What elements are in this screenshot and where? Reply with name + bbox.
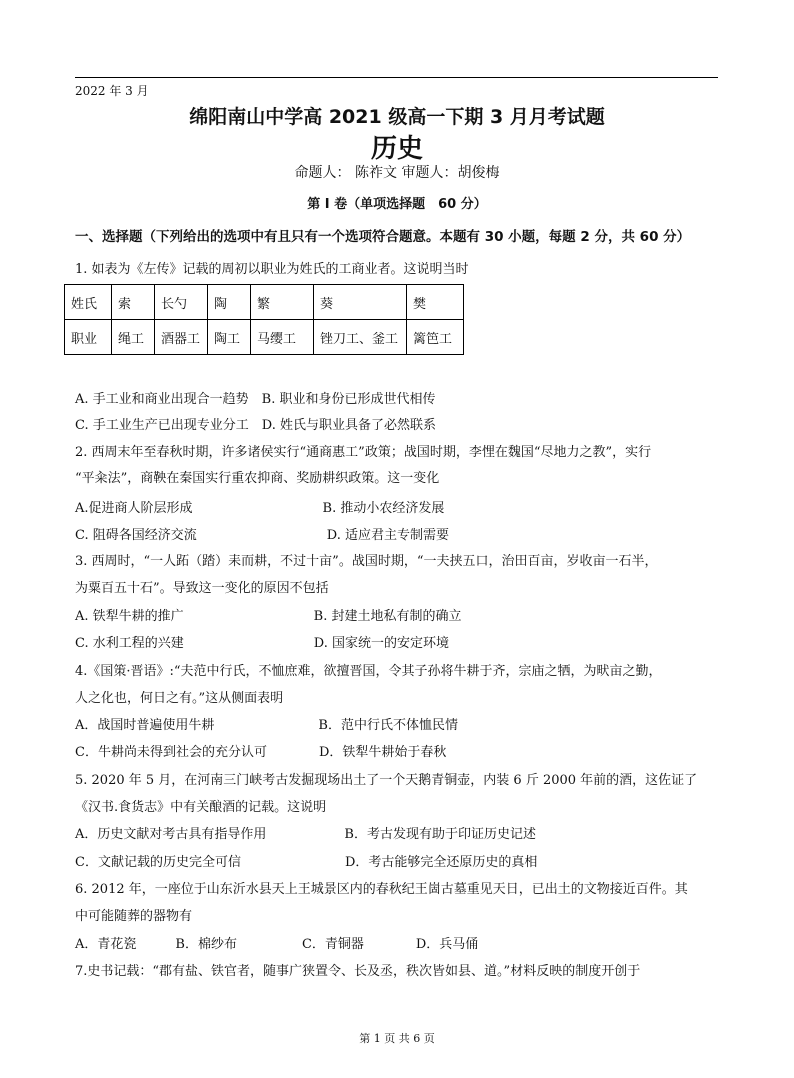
table-cell: 樊 <box>407 285 464 320</box>
surname-occupation-table <box>64 284 464 355</box>
question-2-stem: 2. 西周末年至春秋时期，许多诸侯实行“通商惠工”政策；战国时期，李悝在魏国“尽地力之教”，实行 <box>75 445 652 460</box>
subject-title: 历史 <box>370 134 423 164</box>
table-row <box>65 320 464 355</box>
question-6-stem: 6. 2012 年，一座位于山东沂水县天上王城景区内的春秋纪王崮古墓重见天日，已出土的文物接近百件。其 <box>75 882 688 897</box>
question-1-options-ab: A. 手工业和商业出现合一趋势 B. 职业和身份已形成世代相传 <box>75 392 436 407</box>
question-4-stem: 4.《国策·晋语》:“夫范中行氏，不恤庶难，欲擅晋国，令其子孙将牛耕于齐，宗庙之牺，为畎亩之勤， <box>75 664 662 679</box>
section-heading: 一、选择题（下列给出的选项中有且只有一个选项符合题意。本题有 30 小题，每题 2 分，共 60 分） <box>75 229 691 245</box>
table-cell: 马缨工 <box>251 320 314 355</box>
authors-line: 命题人： 陈祚文 审题人：胡俊梅 <box>294 165 500 181</box>
table-cell: 索 <box>112 285 155 320</box>
question-4-options-ab: A．战国时普遍使用牛耕 B．范中行氏不体恤民情 <box>75 718 458 733</box>
question-3-stem-cont: 为粟百五十石”。导致这一变化的原因不包括 <box>75 581 329 596</box>
question-2-options-ab: A.促进商人阶层形成 B. 推动小农经济发展 <box>75 501 445 516</box>
question-5-options-ab: A．历史文献对考古具有指导作用 B．考古发现有助于印证历史记述 <box>75 827 536 842</box>
question-5-stem-cont: 《汉书.食货志》中有关酿酒的记载。这说明 <box>75 800 327 815</box>
header-rule <box>75 77 718 78</box>
table-cell: 长勺 <box>155 285 208 320</box>
question-3-stem: 3. 西周时，“一人跖（踏）耒而耕，不过十亩”。战国时期，“一夫挟五口，治田百亩，岁收亩一石半， <box>75 554 658 569</box>
question-1-options-cd: C. 手工业生产已出现专业分工 D. 姓氏与职业具备了必然联系 <box>75 418 436 433</box>
question-1-stem: 1. 如表为《左传》记载的周初以职业为姓氏的工商业者。这说明当时 <box>75 262 469 277</box>
table-cell: 葵 <box>314 285 407 320</box>
table-row <box>65 285 464 320</box>
question-7-stem: 7.史书记载：“郡有盐、铁官者，随事广狭置令、长及丞，秩次皆如县、道。”材料反映的制度开创于 <box>75 964 641 979</box>
question-5-options-cd: C．文献记载的历史完全可信 D．考古能够完全还原历史的真相 <box>75 855 538 870</box>
table-cell: 陶工 <box>208 320 251 355</box>
question-4-options-cd: C．牛耕尚未得到社会的充分认可 D．铁犁牛耕始于春秋 <box>75 745 447 760</box>
table-cell: 繁 <box>251 285 314 320</box>
question-2-options-cd: C. 阻碍各国经济交流 D. 适应君主专制需要 <box>75 528 449 543</box>
question-3-options-cd: C. 水利工程的兴建 D. 国家统一的安定环境 <box>75 636 449 651</box>
question-4-stem-cont: 人之化也，何日之有。”这从侧面表明 <box>75 691 284 706</box>
page-footer: 第 1 页 共 6 页 <box>359 1032 435 1045</box>
volume-heading: 第 I 卷（单项选择题 60 分） <box>307 197 487 212</box>
table-cell: 锉刀工、釜工 <box>314 320 407 355</box>
exam-title: 绵阳南山中学高 2021 级高一下期 3 月月考试题 <box>189 106 605 128</box>
table-cell: 职业 <box>65 320 112 355</box>
header-date: 2022 年 3 月 <box>75 84 149 98</box>
table-cell: 篱笆工 <box>407 320 464 355</box>
question-2-stem-cont: “平籴法”，商鞅在秦国实行重农抑商、奖励耕织政策。这一变化 <box>75 471 440 486</box>
question-3-options-ab: A. 铁犁牛耕的推广 B. 封建土地私有制的确立 <box>75 609 462 624</box>
table-cell: 姓氏 <box>65 285 112 320</box>
table-cell: 酒器工 <box>155 320 208 355</box>
table-cell: 绳工 <box>112 320 155 355</box>
question-6-stem-cont: 中可能随葬的器物有 <box>75 909 193 924</box>
table-cell: 陶 <box>208 285 251 320</box>
question-5-stem: 5. 2020 年 5 月，在河南三门峡考古发掘现场出土了一个天鹅青铜壶，内装 6 斤 2000 年前的酒，这佐证了 <box>75 773 698 788</box>
question-6-options: A．青花瓷 B．棉纱布 C．青铜器 D．兵马俑 <box>75 937 479 952</box>
